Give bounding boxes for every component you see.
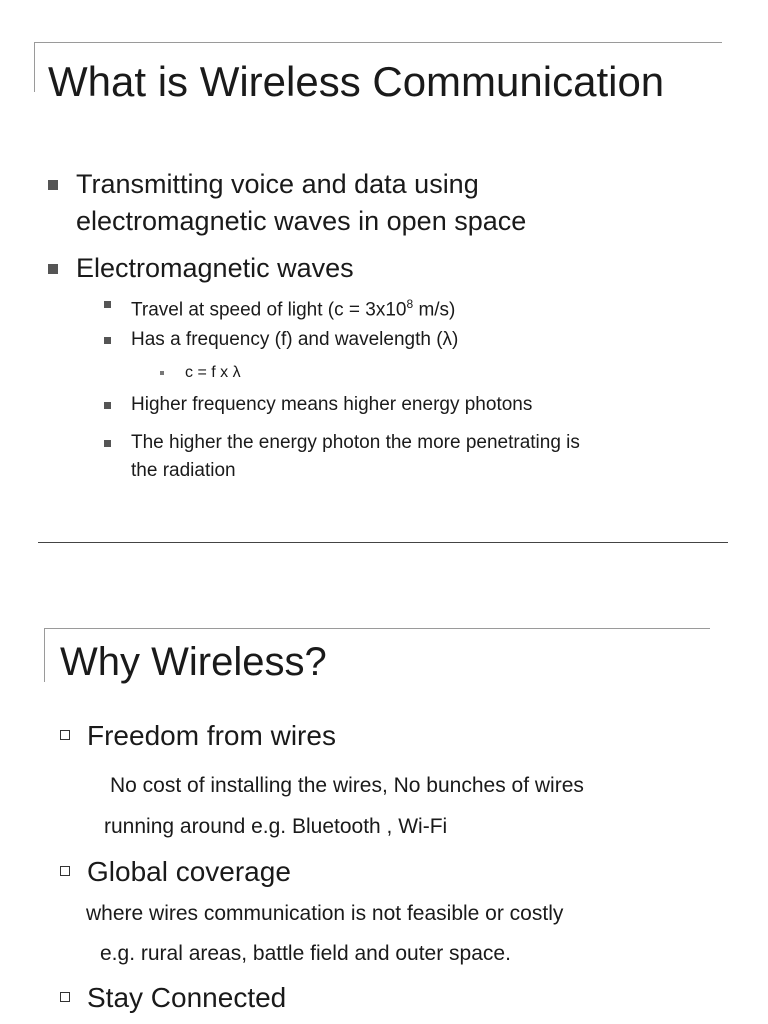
sub-bullet-text: [131, 429, 701, 485]
formula-text: c = f x λ: [185, 364, 241, 381]
square-bullet-icon: [104, 337, 111, 344]
point-heading: Stay Connected: [87, 982, 287, 1013]
point-heading: Freedom from wires: [87, 720, 336, 751]
slide-frame-left-border: [34, 42, 35, 92]
point-heading: Global coverage: [87, 856, 291, 887]
bullet-line: Transmitting voice and data using: [76, 169, 479, 199]
bullet-text: Electromagnetic waves: [76, 253, 354, 283]
slide-title: Why Wireless?: [60, 640, 327, 684]
sub-bullet-line: the radiation: [131, 460, 236, 481]
point-detail: running around e.g. Bluetooth , Wi-Fi: [104, 815, 448, 838]
square-bullet-icon: [48, 264, 58, 274]
square-bullet-icon: [104, 440, 111, 447]
hollow-square-bullet-icon: [60, 992, 70, 1002]
point-detail: e.g. rural areas, battle field and outer space.: [100, 942, 511, 965]
sub-bullet-text: Higher frequency means higher energy photons: [131, 394, 533, 415]
exponent: 8: [406, 297, 414, 311]
bullet-text: [76, 166, 676, 240]
hollow-square-bullet-icon: [60, 730, 70, 740]
square-bullet-icon: [104, 402, 111, 409]
hollow-square-bullet-icon: [60, 866, 70, 876]
slide-divider: [38, 542, 728, 543]
speed-unit: m/s): [413, 299, 456, 321]
square-bullet-icon: [48, 180, 58, 190]
slide-frame-top-border: [44, 628, 710, 629]
bullet-line: electromagnetic waves in open space: [76, 206, 527, 236]
square-bullet-icon: [104, 301, 111, 308]
sub-bullet-line: The higher the energy photon the more penetrating is: [131, 432, 580, 453]
speed-text: Travel at speed of light (c = 3x10: [131, 299, 407, 321]
sub-bullet-text: [131, 290, 701, 324]
slide-frame-top-border: [34, 42, 722, 43]
slide-title: What is Wireless Communication: [48, 58, 665, 105]
slide-frame-left-border: [44, 628, 45, 682]
point-detail: No cost of installing the wires, No bunches of wires: [110, 774, 584, 797]
sub-bullet-text: Has a frequency (f) and wavelength (λ): [131, 329, 459, 350]
point-detail: where wires communication is not feasible or costly: [86, 902, 564, 925]
small-square-bullet-icon: [160, 371, 164, 375]
